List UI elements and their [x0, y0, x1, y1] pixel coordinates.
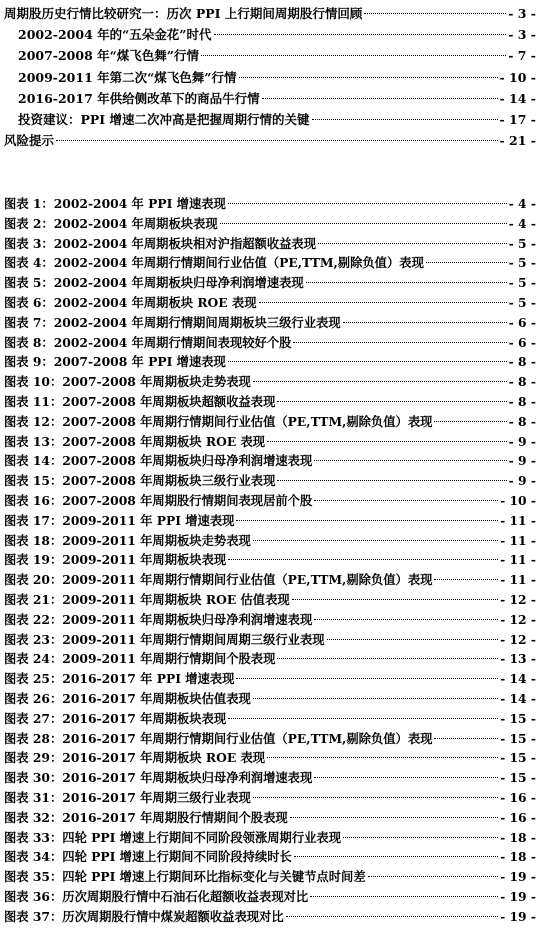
entry-title: 图表 17：2009-2011 年 PPI 增速表现: [4, 512, 235, 528]
dot-leader: [343, 837, 498, 838]
entry-title: 图表 28：2016-2017 年周期行情期间行业估值（PE,TTM,剔除负值）表现: [4, 730, 433, 746]
entry-title: 图表 34：四轮 PPI 增速上行期间不同阶段持续时长: [4, 849, 292, 865]
figure-entry[interactable]: [4, 333, 536, 353]
figure-entry[interactable]: [4, 788, 536, 808]
entry-title: 图表 22：2009-2011 年周期板块归母净利润增速表现: [4, 611, 313, 627]
figure-entry[interactable]: [4, 313, 536, 333]
figure-entry[interactable]: [4, 907, 536, 927]
dot-leader: [262, 98, 498, 99]
page-number: - 12 -: [500, 631, 536, 647]
toc-entry[interactable]: [18, 89, 536, 109]
page-number: - 14 -: [499, 90, 536, 106]
entry-title: 图表 36：历次周期股行情中石油石化超额收益表现对比: [4, 889, 309, 904]
figure-entry[interactable]: [4, 253, 536, 273]
figure-entry[interactable]: [4, 372, 536, 392]
dot-leader: [253, 797, 498, 798]
dot-leader: [312, 119, 498, 120]
page-number: - 15 -: [500, 770, 536, 786]
dot-leader: [294, 856, 498, 857]
page-number: - 11 -: [500, 532, 536, 548]
dot-leader: [368, 876, 498, 877]
dot-leader: [228, 559, 498, 560]
entry-title: 图表 11：2007-2008 年周期板块超额收益表现: [4, 394, 276, 409]
dot-leader: [236, 678, 498, 679]
dot-leader: [314, 619, 498, 620]
toc-entry[interactable]: [4, 4, 536, 24]
figure-entry[interactable]: [4, 293, 536, 313]
dot-leader: [310, 896, 498, 897]
dot-leader: [314, 500, 498, 501]
dot-leader: [364, 13, 506, 14]
entry-title: 图表 33：四轮 PPI 增速上行期间不同阶段领涨周期行业表现: [4, 829, 342, 845]
page-number: - 16 -: [500, 790, 536, 805]
dot-leader: [56, 140, 498, 141]
figure-entry[interactable]: [4, 729, 536, 749]
dot-leader: [306, 282, 507, 283]
entry-title: 图表 3：2002-2004 年周期板块相对沪指超额收益表现: [4, 235, 317, 251]
page-number: - 8 -: [508, 394, 536, 409]
toc-entry[interactable]: [18, 110, 536, 130]
entry-title: 图表 5：2002-2004 年周期板块归母净利润增速表现: [4, 275, 304, 291]
entry-title: 周期股历史行情比较研究一：历次 PPI 上行期间周期股行情回顾: [4, 6, 363, 21]
page-number: - 4 -: [508, 215, 536, 231]
dot-leader: [236, 520, 498, 521]
dot-leader: [228, 718, 498, 719]
page-number: - 5 -: [508, 295, 536, 310]
dot-leader: [318, 243, 507, 244]
entry-title: 图表 37：历次周期股行情中煤炭超额收益表现对比: [4, 908, 284, 924]
entry-title: 图表 4：2002-2004 年周期行情期间行业估值（PE,TTM,剔除负值）表现: [4, 255, 424, 271]
figure-entry[interactable]: [4, 531, 536, 551]
figure-entry[interactable]: [4, 511, 536, 531]
page-number: - 11 -: [500, 512, 536, 528]
entry-title: 图表 18：2009-2011 年周期板块走势表现: [4, 532, 251, 548]
entry-title: 图表 35：四轮 PPI 增速上行期间环比指标变化与关键节点时间差: [4, 869, 366, 885]
figure-entry[interactable]: [4, 590, 536, 610]
page-number: - 10 -: [500, 493, 536, 508]
page-number: - 14 -: [500, 671, 536, 687]
entry-title: 图表 9：2007-2008 年 PPI 增速表现: [4, 354, 226, 370]
page-number: - 18 -: [500, 849, 536, 865]
figure-entry[interactable]: [4, 214, 536, 234]
entry-title: 图表 8：2002-2004 年周期行情期间表现较好个股: [4, 334, 292, 350]
figure-entry[interactable]: [4, 392, 536, 412]
figure-entry[interactable]: [4, 412, 536, 432]
figure-entry[interactable]: [4, 432, 536, 452]
page-number: - 19 -: [500, 889, 536, 904]
figure-entry[interactable]: [4, 847, 536, 867]
figure-entry[interactable]: [4, 768, 536, 788]
figure-entry[interactable]: [4, 610, 536, 630]
entry-title: 图表 27：2016-2017 年周期板块表现: [4, 710, 227, 726]
entry-title: 图表 23：2009-2011 年周期行情期间周期三级行业表现: [4, 631, 325, 647]
dot-leader: [290, 817, 498, 818]
dot-leader: [327, 639, 499, 640]
page-number: - 3 -: [508, 27, 536, 43]
entry-title: 图表 25：2016-2017 年 PPI 增速表现: [4, 671, 235, 687]
entry-title: 图表 16：2007-2008 年周期股行情期间表现居前个股: [4, 493, 313, 508]
entry-title: 2002-2004 年的“五朵金花”时代: [18, 27, 212, 43]
figure-entry[interactable]: [4, 709, 536, 729]
page-number: - 5 -: [508, 235, 536, 251]
page-number: - 4 -: [508, 196, 536, 211]
figure-entry[interactable]: [4, 352, 536, 372]
toc-entry[interactable]: [18, 25, 536, 45]
dot-leader: [293, 342, 506, 343]
figure-entry[interactable]: [4, 867, 536, 887]
page-number: - 12 -: [500, 592, 536, 607]
entry-title: 图表 20：2009-2011 年周期行情期间行业估值（PE,TTM,剔除负值）表现: [4, 572, 433, 588]
figure-entry[interactable]: [4, 234, 536, 254]
dot-leader: [201, 55, 506, 56]
entry-title: 图表 30：2016-2017 年周期板块归母净利润增速表现: [4, 770, 313, 786]
page-number: - 12 -: [500, 611, 536, 627]
dot-leader: [228, 361, 507, 362]
dot-leader: [434, 738, 498, 739]
page-number: - 16 -: [500, 809, 536, 825]
entry-title: 风险提示: [4, 133, 55, 149]
entry-title: 投资建议：PPI 增速二次冲高是把握周期行情的关键: [18, 112, 310, 127]
page-number: - 3 -: [508, 6, 536, 21]
page-number: - 6 -: [508, 334, 536, 350]
dot-leader: [253, 381, 507, 382]
page-number: - 18 -: [500, 829, 536, 845]
page-number: - 9 -: [508, 453, 536, 469]
entry-title: 图表 1：2002-2004 年 PPI 增速表现: [4, 196, 226, 211]
page-number: - 5 -: [508, 255, 536, 271]
entry-title: 图表 21：2009-2011 年周期板块 ROE 估值表现: [4, 592, 290, 607]
page-number: - 11 -: [500, 572, 536, 588]
page-number: - 6 -: [508, 314, 536, 330]
figure-entry[interactable]: [4, 808, 536, 828]
figure-entry[interactable]: [4, 550, 536, 570]
figure-entry[interactable]: [4, 491, 536, 511]
dot-leader: [239, 77, 498, 78]
figure-entry[interactable]: [4, 669, 536, 689]
dot-leader: [434, 579, 498, 580]
page-number: - 8 -: [508, 413, 536, 429]
page-number: - 9 -: [508, 433, 536, 449]
dot-leader: [228, 203, 507, 204]
figure-entry[interactable]: [4, 828, 536, 848]
page-number: - 17 -: [499, 112, 536, 127]
entry-title: 图表 29：2016-2017 年周期板块 ROE 表现: [4, 750, 266, 766]
dot-leader: [292, 599, 498, 600]
dot-leader: [343, 322, 507, 323]
page-number: - 15 -: [500, 750, 536, 766]
dot-leader: [277, 401, 506, 402]
toc-entry[interactable]: [4, 131, 536, 151]
entry-title: 图表 15：2007-2008 年周期板块三级行业表现: [4, 473, 276, 489]
dot-leader: [314, 777, 498, 778]
dot-leader: [286, 916, 498, 917]
figure-entry[interactable]: [4, 689, 536, 709]
entry-title: 图表 14：2007-2008 年周期板块归母净利润增速表现: [4, 453, 313, 469]
page-number: - 13 -: [500, 651, 536, 667]
dot-leader: [220, 223, 507, 224]
page-number: - 21 -: [499, 133, 536, 149]
dot-leader: [277, 658, 498, 659]
page-number: - 15 -: [500, 730, 536, 746]
toc-entry[interactable]: [18, 46, 536, 66]
entry-title: 图表 19：2009-2011 年周期板块表现: [4, 552, 227, 568]
entry-title: 2007-2008 年“煤飞色舞”行情: [18, 48, 200, 64]
entry-title: 图表 6：2002-2004 年周期板块 ROE 表现: [4, 295, 257, 310]
figure-entry[interactable]: [4, 451, 536, 471]
figure-entry[interactable]: [4, 748, 536, 768]
page-number: - 15 -: [500, 710, 536, 726]
entry-title: 图表 2：2002-2004 年周期板块表现: [4, 215, 218, 231]
dot-leader: [267, 441, 507, 442]
entry-title: 图表 7：2002-2004 年周期行情期间周期板块三级行业表现: [4, 314, 341, 330]
figure-entry[interactable]: [4, 194, 536, 214]
entry-title: 图表 13：2007-2008 年周期板块 ROE 表现: [4, 433, 266, 449]
figure-entry[interactable]: [4, 649, 536, 669]
dot-leader: [259, 302, 507, 303]
figure-entry[interactable]: [4, 630, 536, 650]
dot-leader: [434, 421, 506, 422]
page-number: - 9 -: [508, 473, 536, 489]
dot-leader: [253, 698, 498, 699]
figure-entry[interactable]: [4, 570, 536, 590]
page-number: - 14 -: [500, 691, 536, 706]
page-number: - 5 -: [508, 275, 536, 291]
figure-entry[interactable]: [4, 887, 536, 907]
page-number: - 11 -: [500, 552, 536, 568]
figure-entry[interactable]: [4, 471, 536, 491]
entry-title: 2009-2011 年第二次“煤飞色舞”行情: [18, 69, 237, 85]
page-number: - 8 -: [508, 354, 536, 370]
entry-title: 图表 26：2016-2017 年周期板块估值表现: [4, 691, 251, 706]
entry-title: 图表 10：2007-2008 年周期板块走势表现: [4, 374, 251, 390]
dot-leader: [277, 480, 506, 481]
entry-title: 图表 32：2016-2017 年周期股行情期间个股表现: [4, 809, 288, 825]
page-number: - 19 -: [500, 908, 536, 924]
entry-title: 图表 12：2007-2008 年周期行情期间行业估值（PE,TTM,剔除负值）表现: [4, 413, 433, 429]
toc-entry[interactable]: [18, 68, 536, 88]
dot-leader: [267, 757, 498, 758]
entry-title: 2016-2017 年供给侧改革下的商品牛行情: [18, 90, 260, 106]
page-number: - 19 -: [500, 869, 536, 885]
dot-leader: [426, 262, 507, 263]
dot-leader: [214, 34, 507, 35]
page-number: - 8 -: [508, 374, 536, 390]
entry-title: 图表 24：2009-2011 年周期行情期间个股表现: [4, 651, 276, 667]
figure-entry[interactable]: [4, 273, 536, 293]
dot-leader: [253, 540, 498, 541]
page-number: - 10 -: [499, 69, 536, 85]
entry-title: 图表 31：2016-2017 年周期三级行业表现: [4, 790, 251, 805]
dot-leader: [314, 460, 506, 461]
page-number: - 7 -: [508, 48, 536, 64]
